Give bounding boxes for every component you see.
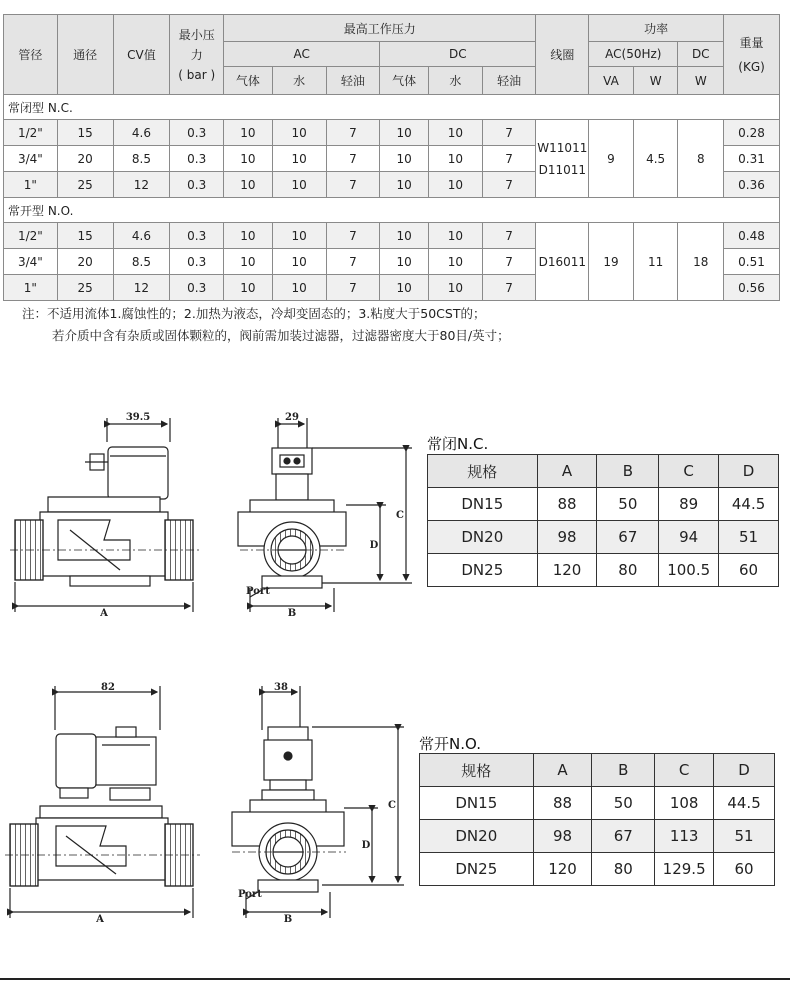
nc-dims-cell: DN15	[428, 488, 538, 521]
nc-coil-line2: D11011	[538, 162, 587, 177]
no-front-view	[232, 686, 404, 918]
no-cell-cv: 8.5	[113, 249, 170, 275]
nc-cell-minp: 0.3	[170, 172, 224, 198]
no-cell-dc-water: 10	[428, 249, 482, 275]
header-ac-water: 水	[272, 67, 326, 95]
nc-dims-row	[428, 521, 779, 554]
no-cell-ac-water: 10	[272, 223, 326, 249]
nc-cell-weight: 0.31	[724, 146, 780, 172]
nc-cell-ac-water: 10	[272, 146, 326, 172]
header-dc-gas: 气体	[380, 67, 429, 95]
no-cell-bore: 20	[57, 249, 113, 275]
section-no-label: 常开型 N.O.	[4, 198, 780, 223]
nc-cell-ac-gas: 10	[224, 120, 273, 146]
header-ac-gas: 气体	[224, 67, 273, 95]
nc-cell-ac-water: 10	[272, 120, 326, 146]
bottom-rule	[0, 978, 790, 980]
header-bore: 通径	[57, 15, 113, 95]
no-dims-cell: 113	[655, 820, 714, 853]
no-side-view	[5, 686, 200, 918]
no-dims-cell: 80	[592, 853, 655, 886]
nc-dims-header-row	[428, 455, 779, 488]
nc-dims-cell: 67	[597, 521, 659, 554]
header-ac-oil: 轻油	[326, 67, 380, 95]
nc-front-top-dim: 29	[285, 412, 299, 423]
no-cell-pipe: 1"	[4, 275, 58, 301]
nc-port-label: Port	[246, 586, 270, 597]
no-cell-ac-water: 10	[272, 249, 326, 275]
no-cell-bore: 15	[57, 223, 113, 249]
header-pipe: 管径	[4, 15, 58, 95]
nc-cell-bore: 20	[57, 146, 113, 172]
no-dims-row	[420, 820, 775, 853]
no-cell-minp: 0.3	[170, 223, 224, 249]
no-cell-dc-oil: 7	[482, 275, 536, 301]
nc-dims-header-cell: C	[659, 455, 719, 488]
nc-dim-a: A	[100, 608, 108, 619]
no-cell-dc-oil: 7	[482, 223, 536, 249]
no-dims-header-cell: B	[592, 754, 655, 787]
no-cell-dc-water: 10	[428, 275, 482, 301]
nc-cell-pipe: 1"	[4, 172, 58, 198]
no-cell-ac-gas: 10	[224, 223, 273, 249]
no-dim-c: C	[388, 800, 396, 811]
no-dims-table	[419, 753, 775, 886]
nc-dims-cell: 120	[537, 554, 597, 587]
no-cell-weight: 0.48	[724, 223, 780, 249]
no-dims-cell: 60	[714, 853, 775, 886]
header-va: VA	[589, 67, 634, 95]
no-cell-dc-water: 10	[428, 223, 482, 249]
header-min-pressure-line1: 最小压	[178, 27, 215, 42]
no-cell-cv: 12	[113, 275, 170, 301]
no-cell-ac-oil: 7	[326, 249, 380, 275]
nc-dims-header-cell: D	[719, 455, 779, 488]
nc-dims-cell: 88	[537, 488, 597, 521]
no-cell-weight: 0.51	[724, 249, 780, 275]
header-min-pressure-line2: 力	[190, 47, 203, 62]
nc-cell-ac-oil: 7	[326, 172, 380, 198]
no-dims-cell: 88	[533, 787, 592, 820]
nc-cell-cv: 4.6	[113, 120, 170, 146]
nc-cell-dc-water: 10	[428, 146, 482, 172]
no-cell-dc-oil: 7	[482, 249, 536, 275]
nc-cell-dc-oil: 7	[482, 120, 536, 146]
no-cell-weight: 0.56	[724, 275, 780, 301]
nc-cell-ac-gas: 10	[224, 146, 273, 172]
no-dims-cell: 108	[655, 787, 714, 820]
nc-cell-pipe: 1/2"	[4, 120, 58, 146]
no-cell-pipe: 3/4"	[4, 249, 58, 275]
header-w-ac: W	[633, 67, 678, 95]
nc-dims-header-cell: A	[537, 455, 597, 488]
no-cell-minp: 0.3	[170, 275, 224, 301]
nc-dims-cell: 80	[597, 554, 659, 587]
no-power-va: 19	[589, 223, 634, 301]
nc-dims-cell: 100.5	[659, 554, 719, 587]
no-power-dc-w: 18	[678, 223, 724, 301]
nc-cell-ac-water: 10	[272, 172, 326, 198]
no-dims-cell: 120	[533, 853, 592, 886]
nc-dims-header-cell: B	[597, 455, 659, 488]
nc-cell-ac-gas: 10	[224, 172, 273, 198]
header-dc-oil: 轻油	[482, 67, 536, 95]
no-dims-header-cell: 规格	[420, 754, 534, 787]
no-dims-cell: DN20	[420, 820, 534, 853]
nc-cell-weight: 0.28	[724, 120, 780, 146]
no-dims-cell: 67	[592, 820, 655, 853]
no-dims-cell: DN15	[420, 787, 534, 820]
nc-cell-ac-oil: 7	[326, 120, 380, 146]
no-cell-ac-water: 10	[272, 275, 326, 301]
no-side-top-dim: 82	[101, 682, 115, 693]
nc-cell-minp: 0.3	[170, 120, 224, 146]
no-dim-d: D	[361, 840, 371, 851]
no-cell-ac-gas: 10	[224, 275, 273, 301]
header-dc-water: 水	[428, 67, 482, 95]
nc-dims-cell: 51	[719, 521, 779, 554]
nc-dims-cell: 94	[659, 521, 719, 554]
nc-cell-dc-gas: 10	[380, 172, 429, 198]
nc-cell-bore: 15	[57, 120, 113, 146]
nc-cell-pipe: 3/4"	[4, 146, 58, 172]
nc-dims-cell: 50	[597, 488, 659, 521]
no-dims-cell: 98	[533, 820, 592, 853]
no-dims-header-row	[420, 754, 775, 787]
section-nc-label: 常闭型 N.C.	[4, 95, 780, 120]
no-dims-header-cell: A	[533, 754, 592, 787]
no-cell-dc-gas: 10	[380, 275, 429, 301]
nc-dims-cell: DN20	[428, 521, 538, 554]
nc-dim-b: B	[287, 608, 297, 619]
nc-dims-cell: 98	[537, 521, 597, 554]
no-dims-header-cell: C	[655, 754, 714, 787]
nc-dims-cell: DN25	[428, 554, 538, 587]
no-cell-dc-gas: 10	[380, 223, 429, 249]
nc-dim-c: C	[396, 510, 404, 521]
header-power-ac: AC(50Hz)	[589, 42, 678, 67]
nc-cell-cv: 12	[113, 172, 170, 198]
nc-cell-dc-gas: 10	[380, 146, 429, 172]
nc-dims-row	[428, 554, 779, 587]
no-dims-row	[420, 787, 775, 820]
nc-cell-cv: 8.5	[113, 146, 170, 172]
no-coil: D16011	[536, 223, 589, 301]
no-power-w: 11	[633, 223, 678, 301]
no-cell-ac-oil: 7	[326, 223, 380, 249]
no-dim-b: B	[283, 914, 293, 925]
header-coil: 线圈	[536, 15, 589, 95]
no-dims-cell: DN25	[420, 853, 534, 886]
nc-coil-line1: W11011	[537, 140, 588, 155]
header-weight-label: 重量	[739, 35, 764, 50]
nc-side-view	[10, 418, 200, 612]
nc-cell-minp: 0.3	[170, 146, 224, 172]
nc-dim-d: D	[369, 540, 379, 551]
nc-power-dc-w: 8	[678, 120, 724, 198]
no-dims-cell: 51	[714, 820, 775, 853]
no-cell-ac-oil: 7	[326, 275, 380, 301]
nc-dims-cell: 44.5	[719, 488, 779, 521]
no-cell-dc-gas: 10	[380, 249, 429, 275]
nc-dims-header-cell: 规格	[428, 455, 538, 488]
nc-cell-dc-oil: 7	[482, 172, 536, 198]
nc-cell-dc-gas: 10	[380, 120, 429, 146]
header-dc: DC	[380, 42, 536, 67]
no-dims-cell: 129.5	[655, 853, 714, 886]
nc-power-w: 4.5	[633, 120, 678, 198]
nc-power-va: 9	[589, 120, 634, 198]
no-cell-minp: 0.3	[170, 249, 224, 275]
nc-dims-title: 常闭N.C.	[427, 435, 489, 453]
header-cv: CV值	[113, 15, 170, 95]
nc-dims-cell: 60	[719, 554, 779, 587]
header-power-dc: DC	[678, 42, 724, 67]
nc-cell-ac-oil: 7	[326, 146, 380, 172]
header-min-pressure-line3: ( bar )	[178, 67, 216, 82]
header-weight-unit: (KG)	[738, 59, 765, 74]
nc-dims-row	[428, 488, 779, 521]
no-dims-header-cell: D	[714, 754, 775, 787]
no-dims-cell: 44.5	[714, 787, 775, 820]
no-dims-cell: 50	[592, 787, 655, 820]
header-power: 功率	[589, 15, 724, 42]
nc-front-view	[238, 418, 412, 612]
no-dim-a: A	[96, 914, 104, 925]
no-front-top-dim: 38	[274, 682, 288, 693]
nc-side-top-dim: 39.5	[125, 412, 151, 423]
nc-cell-dc-water: 10	[428, 172, 482, 198]
nc-cell-weight: 0.36	[724, 172, 780, 198]
note-line-2: 若介质中含有杂质或固体颗粒的，阀前需加装过滤器，过滤器密度大于80目/英寸；	[52, 328, 510, 343]
header-max-pressure: 最高工作压力	[224, 15, 536, 42]
no-cell-pipe: 1/2"	[4, 223, 58, 249]
nc-dims-cell: 89	[659, 488, 719, 521]
nc-cell-dc-oil: 7	[482, 146, 536, 172]
nc-dims-table	[427, 454, 779, 587]
header-ac: AC	[224, 42, 380, 67]
note-line-1: 注：不适用流体1.腐蚀性的；2.加热为液态，冷却变固态的；3.粘度大于50CST的；	[22, 306, 486, 321]
no-dims-title: 常开N.O.	[419, 735, 481, 753]
nc-cell-dc-water: 10	[428, 120, 482, 146]
no-cell-cv: 4.6	[113, 223, 170, 249]
no-cell-bore: 25	[57, 275, 113, 301]
nc-cell-bore: 25	[57, 172, 113, 198]
header-w-dc: W	[678, 67, 724, 95]
no-dims-row	[420, 853, 775, 886]
no-port-label: Port	[238, 889, 262, 900]
no-cell-ac-gas: 10	[224, 249, 273, 275]
